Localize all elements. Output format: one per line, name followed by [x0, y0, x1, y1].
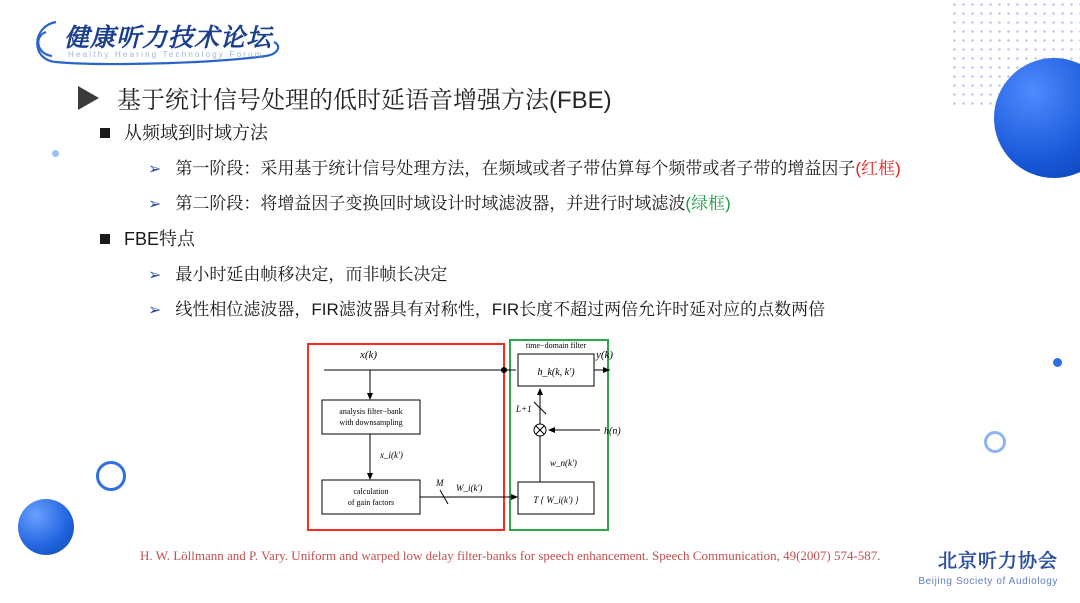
list-item-note: (绿框) [685, 194, 731, 213]
list-item-text: 第一阶段：采用基于统计信号处理方法，在频域或者子带估算每个频带或者子带的增益因子 [175, 159, 856, 178]
analysis-filter-bank-label-2: with downsampling [339, 418, 403, 427]
square-bullet-icon [100, 128, 110, 138]
list-item [148, 156, 1064, 182]
ring-decoration-right [984, 431, 1006, 453]
slide-content [84, 120, 1064, 332]
citation-text: H. W. Löllmann and P. Vary. Uniform and warped low delay filter-banks for speech enhancement. Speech Communication, 49(2007) 574-587. [140, 548, 881, 563]
list-item-label [175, 191, 730, 216]
Wi-label: W_i(k') [456, 483, 483, 493]
list-item-label: 线性相位滤波器，FIR滤波器具有对称性，FIR长度不超过两倍允许时延对应的点数两倍 [175, 300, 826, 319]
time-domain-filter-label: h_k(k, k') [537, 367, 575, 378]
page-title-text: 基于统计信号处理的低时延语音增强方法(FBE) [117, 87, 612, 114]
list-item-label: FBE特点 [124, 229, 196, 249]
forum-logo [26, 14, 276, 70]
filter-bank-diagram [300, 336, 660, 536]
list-item-text: 第二阶段：将增益因子变换回时域设计时域滤波器，并进行时域滤波 [175, 194, 686, 213]
arrow-bullet-icon: ➢ [148, 161, 162, 178]
gain-factor-box [322, 480, 420, 514]
arrow-bullet-icon: ➢ [148, 196, 162, 213]
page-title [78, 80, 612, 115]
footer-logo-cn: 北京听力协会 [937, 551, 1058, 572]
gain-factor-label-1: calculation [353, 487, 389, 496]
list-item [148, 262, 1064, 288]
list-item [148, 191, 1064, 217]
input-label: x(k) [360, 349, 378, 361]
logo-subtitle: Healthy Hearing Technology Forum [68, 50, 264, 59]
list-item-note: (红框) [855, 159, 901, 178]
square-bullet-icon [100, 234, 110, 244]
triangle-arrow-icon [78, 86, 99, 110]
list-item [148, 297, 1064, 323]
M-label: M [436, 478, 444, 488]
gain-factor-label-2: of gain factors [347, 498, 395, 507]
blue-circle-decoration-bottom-left [18, 499, 74, 555]
dot-decoration-right [1053, 358, 1062, 367]
list-item-label [175, 156, 900, 181]
dot-decoration-left [52, 150, 59, 157]
hn-label: h(n) [604, 426, 621, 437]
filter-bank-diagram-svg [300, 336, 660, 536]
list-item-label: 最小时延由帧移决定，而非帧长决定 [175, 265, 448, 284]
arrow-bullet-icon: ➢ [148, 267, 162, 284]
analysis-filter-bank-box [322, 400, 420, 434]
ring-decoration-left [96, 461, 126, 491]
list-item [100, 226, 1064, 252]
L-plus-1-label: L+1 [516, 404, 532, 414]
time-domain-filter-title: time−domain filter [525, 341, 587, 350]
transform-label: T { W_i(k') } [533, 495, 579, 505]
xi-label: x_i(k') [380, 450, 403, 460]
footer-logo [918, 546, 1058, 587]
wn-label: w_n(k') [550, 458, 577, 468]
output-label: y(k) [596, 349, 614, 361]
logo-title: 健康听力技术论坛 [64, 24, 273, 52]
dot-grid-decoration [950, 0, 1080, 110]
arrow-bullet-icon: ➢ [148, 302, 162, 319]
footer-logo-en: Beijing Society of Audiology [918, 576, 1058, 587]
list-item-label: 从频域到时域方法 [124, 123, 268, 143]
analysis-filter-bank-label-1: analysis filter−bank [339, 407, 403, 416]
list-item [100, 120, 1064, 146]
